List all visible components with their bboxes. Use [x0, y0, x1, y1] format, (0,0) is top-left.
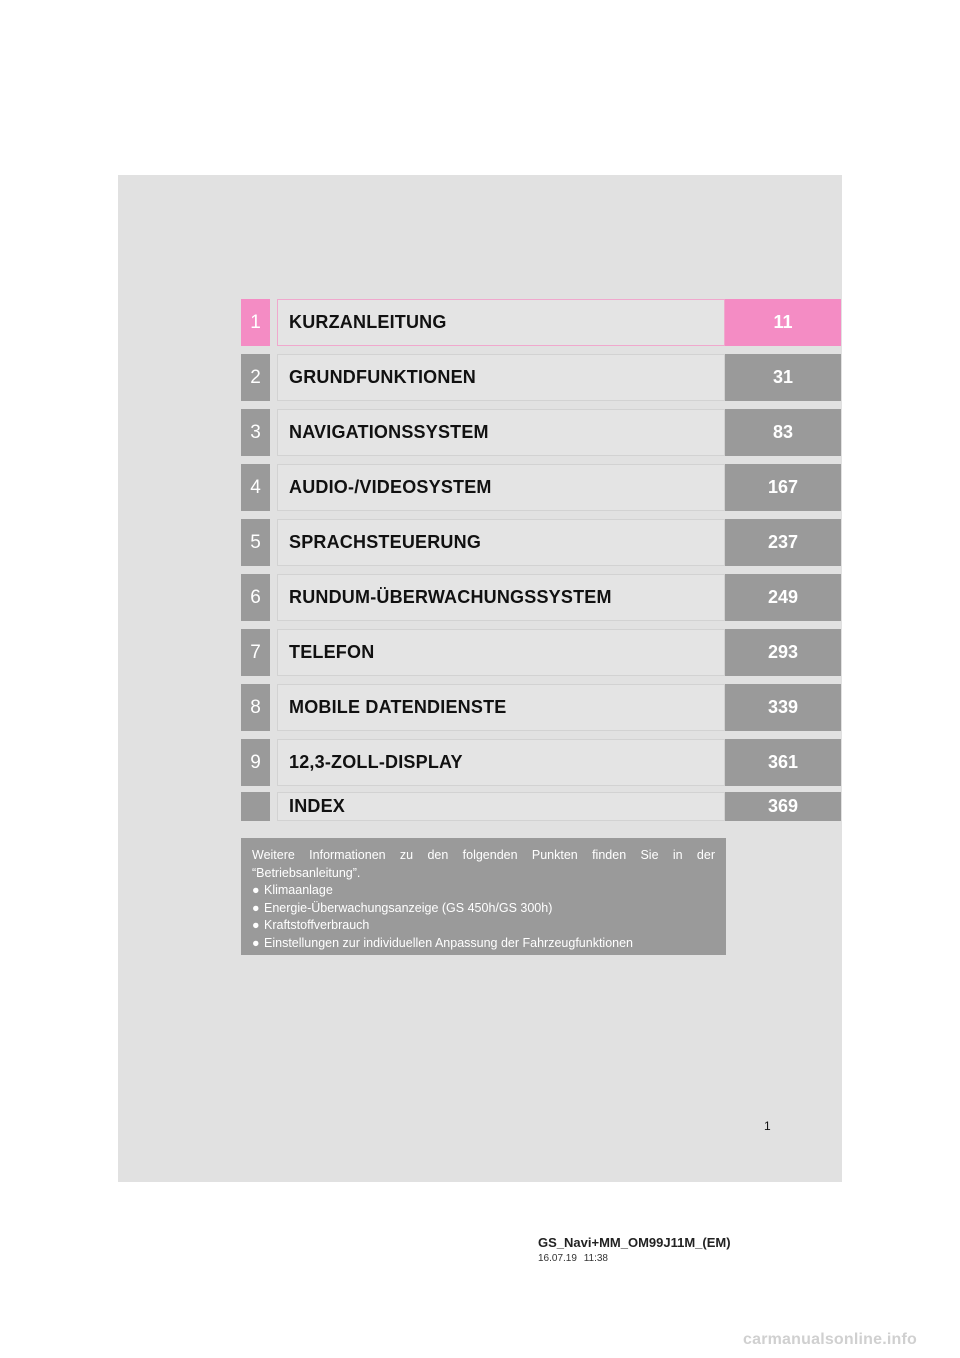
toc-row-grundfunktionen[interactable] — [241, 354, 841, 401]
bullet-icon: ● — [252, 900, 260, 915]
chapter-title[interactable]: RUNDUM-ÜBERWACHUNGSSYSTEM — [277, 574, 725, 621]
chapter-page: 339 — [725, 684, 841, 731]
chapter-number: 5 — [241, 519, 270, 566]
info-box — [241, 838, 726, 955]
chapter-number: 9 — [241, 739, 270, 786]
list-item — [252, 882, 715, 900]
chapter-title[interactable]: TELEFON — [277, 629, 725, 676]
bullet-icon: ● — [252, 883, 260, 897]
chapter-number — [241, 792, 270, 821]
list-item — [252, 935, 715, 953]
toc-row-sprachsteuerung[interactable] — [241, 519, 841, 566]
chapter-number: 1 — [241, 299, 270, 346]
chapter-title[interactable]: GRUNDFUNKTIONEN — [277, 354, 725, 401]
chapter-number: 3 — [241, 409, 270, 456]
toc-row-kurzanleitung[interactable] — [241, 299, 841, 346]
list-item — [252, 917, 715, 935]
page-number: 1 — [764, 1119, 771, 1133]
chapter-title[interactable]: SPRACHSTEUERUNG — [277, 519, 725, 566]
chapter-number: 4 — [241, 464, 270, 511]
toc-row-12-3-zoll-display[interactable] — [241, 739, 841, 786]
chapter-number: 7 — [241, 629, 270, 676]
toc-row-mobile-datendienste[interactable] — [241, 684, 841, 731]
chapter-page: 249 — [725, 574, 841, 621]
chapter-page: 361 — [725, 739, 841, 786]
bullet-icon: ● — [252, 918, 260, 932]
chapter-title[interactable]: INDEX — [277, 792, 725, 821]
bullet-icon: ● — [252, 935, 260, 950]
chapter-number: 2 — [241, 354, 270, 401]
chapter-page: 11 — [725, 299, 841, 346]
toc-row-rundum-ueberwachungssystem[interactable] — [241, 574, 841, 621]
chapter-page: 31 — [725, 354, 841, 401]
info-list — [252, 882, 715, 952]
list-item-text: Klimaanlage — [264, 883, 333, 897]
chapter-title[interactable]: MOBILE DATENDIENSTE — [277, 684, 725, 731]
list-item-text: Energie-Überwachungsanzeige (GS 450h/GS 300h) — [264, 900, 553, 915]
chapter-title[interactable]: KURZANLEITUNG — [277, 299, 725, 346]
toc-row-index[interactable] — [241, 792, 841, 821]
footer-date: 16.07.19 11:38 — [538, 1253, 608, 1264]
chapter-page: 237 — [725, 519, 841, 566]
list-item — [252, 900, 715, 918]
toc-row-telefon[interactable] — [241, 629, 841, 676]
chapter-number: 6 — [241, 574, 270, 621]
chapter-page: 83 — [725, 409, 841, 456]
chapter-title[interactable]: NAVIGATIONSSYSTEM — [277, 409, 725, 456]
chapter-page: 167 — [725, 464, 841, 511]
chapter-number: 8 — [241, 684, 270, 731]
footer-document-code: GS_Navi+MM_OM99J11M_(EM) — [538, 1235, 731, 1250]
list-item-text: Einstellungen zur individuellen Anpassung der Fahrzeugfunktionen — [264, 935, 634, 950]
chapter-title[interactable]: AUDIO-/VIDEOSYSTEM — [277, 464, 725, 511]
chapter-page: 369 — [725, 792, 841, 821]
toc-row-navigationssystem[interactable] — [241, 409, 841, 456]
info-intro: Weitere Informationen zu den folgenden Punkten finden Sie in der “Betriebsanleitung”. — [252, 848, 715, 880]
watermark: carmanualsonline.info — [743, 1331, 918, 1348]
toc-row-audio-videosystem[interactable] — [241, 464, 841, 511]
list-item-text: Kraftstoffverbrauch — [264, 918, 370, 932]
chapter-page: 293 — [725, 629, 841, 676]
chapter-title[interactable]: 12,3-ZOLL-DISPLAY — [277, 739, 725, 786]
